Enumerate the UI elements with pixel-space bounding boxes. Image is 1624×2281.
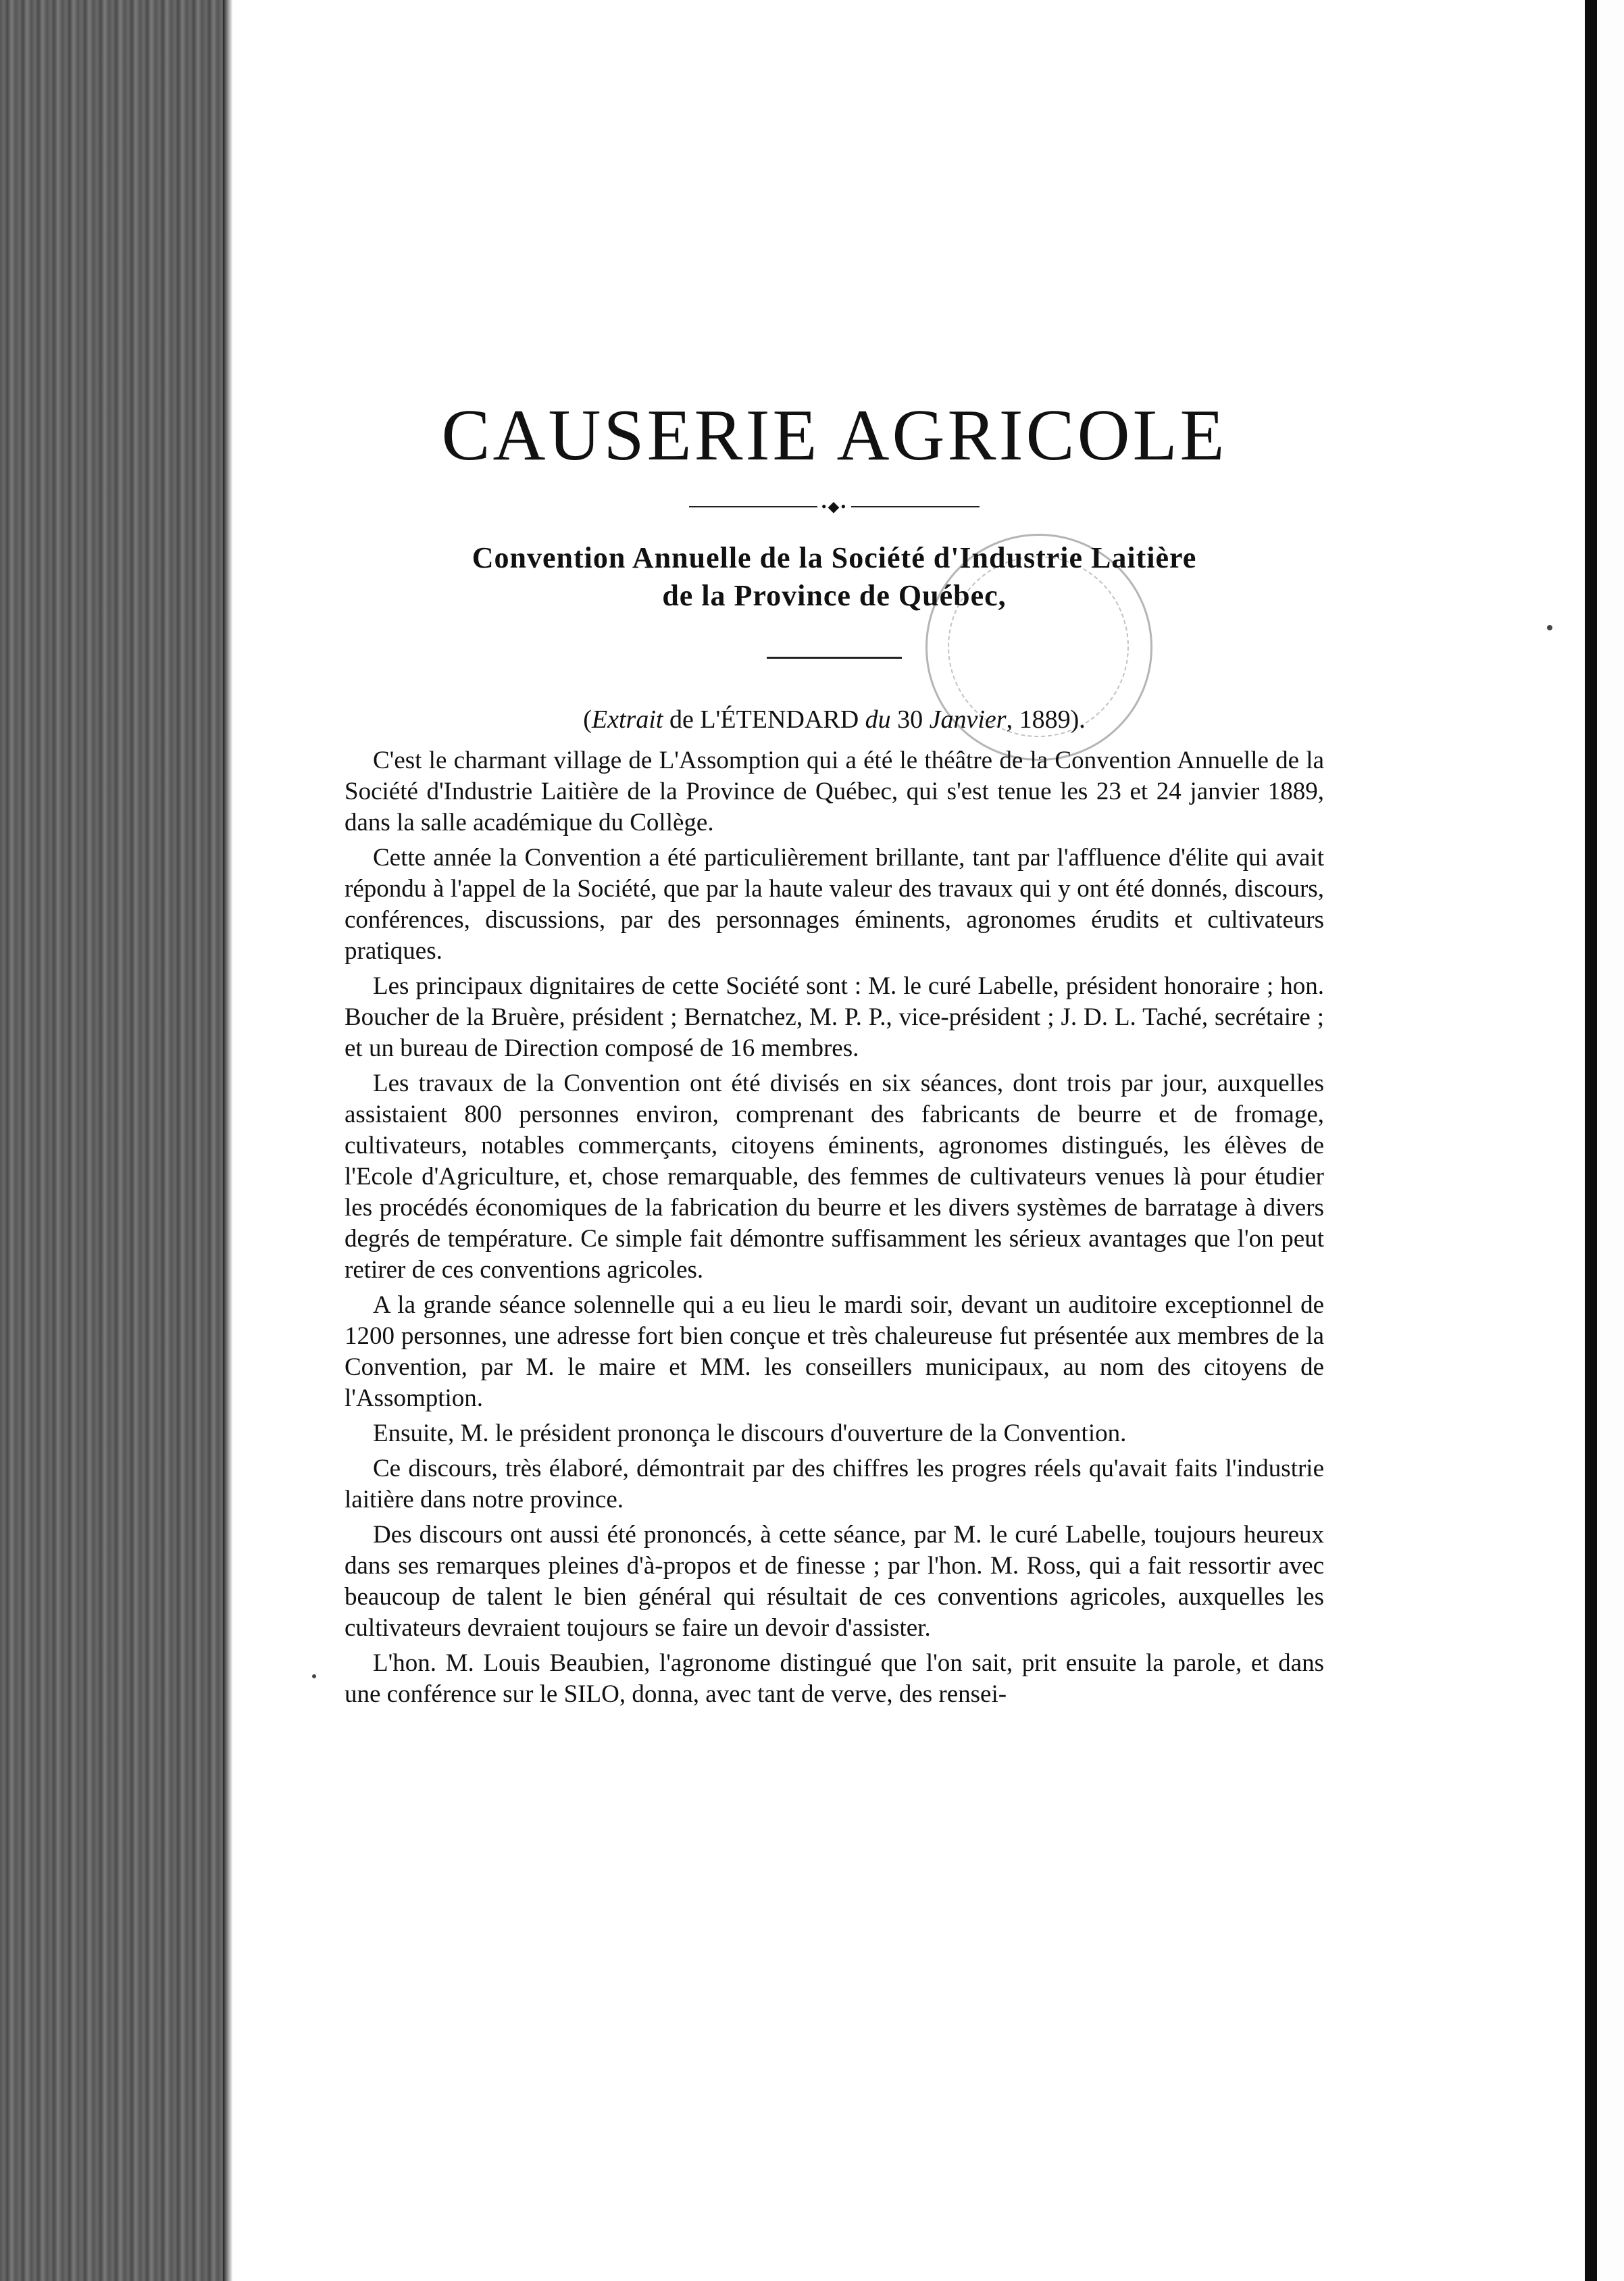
title-ornament (689, 500, 980, 513)
gutter-shadow (223, 0, 232, 2281)
body-paragraph: Des discours ont aussi été prononcés, à cette séance, par M. le curé Labelle, toujours heureux dans ses remarques pleines d'à-propos et de finesse ; par l'hon. M. Ross, qui a fait ressortir avec beaucoup de talent le bien général qui résultait de ces conventions agricoles, auxquelles les cultivateurs devraient toujours se faire un devoir d'assister. (345, 1521, 1324, 1642)
body-paragraph: Les principaux dignitaires de cette Société sont : M. le curé Labelle, président honoraire ; hon. Boucher de la Bruère, président ; Bernatchez, M. P. P., vice-président ; J. D. L. Taché, secrétaire ; et un bureau de Direction composé de 16 membres. (345, 972, 1324, 1062)
citation-month: Janvier (929, 705, 1007, 734)
page-edge-dark (1585, 0, 1597, 2281)
section-divider (767, 657, 902, 659)
body-paragraph: L'hon. M. Louis Beaubien, l'agronome distingué que l'on sait, prit ensuite la parole, et dans une conférence sur le SILO, donna, avec tant de verve, des rensei- (345, 1649, 1324, 1708)
citation-newspaper: L'ÉTENDARD (700, 705, 859, 734)
citation-du: du (859, 705, 898, 734)
document-title: CAUSERIE AGRICOLE (441, 395, 1227, 476)
print-speck (312, 1674, 316, 1678)
page-content (345, 392, 1324, 1714)
citation-extrait: Extrait (591, 705, 663, 734)
page-margin-right (1597, 0, 1624, 2281)
subtitle-line-1: Convention Annuelle de la Société d'Industrie Laitière (472, 541, 1197, 574)
body-paragraph: Les travaux de la Convention ont été divisés en six séances, dont trois par jour, auxquelles assistaient 800 personnes environ, comprenant des fabricants de beurre et de fromage, cultivateurs, notables commerçants, citoyens éminents, agronomes distingués, les élèves de l'Ecole d'Agriculture, et, chose remarquable, des femmes de cultivateurs venues là pour étudier les procédés économiques de la fabrication du beurre et les divers systèmes de barratage à divers degrés de température. Ce simple fait démontre suffisamment les sérieux avantages que l'on peut retirer de ces conventions agricoles. (345, 1070, 1324, 1284)
print-speck (1547, 625, 1552, 630)
body-paragraph: A la grande séance solennelle qui a eu lieu le mardi soir, devant un auditoire exceptionnel de 1200 personnes, une adresse fort bien conçue et très chaleureuse fut présentée aux membres de la Convention, par M. le maire et MM. les conseillers municipaux, au nom des citoyens de l'Assomption. (345, 1291, 1324, 1412)
book-spine (0, 0, 223, 2281)
body-paragraph: Ensuite, M. le président prononça le discours d'ouverture de la Convention. (373, 1420, 1127, 1447)
body-paragraph: Cette année la Convention a été particulièrement brillante, tant par l'affluence d'élite qui avait répondu à l'appel de la Société, que par la haute valeur des travaux qui y ont été donnés, discours, conférences, discussions, par des personnages éminents, agronomes érudits et cultivateurs pratiques. (345, 844, 1324, 965)
citation-open-paren: ( (583, 705, 592, 734)
citation-year: , 1889). (1006, 705, 1086, 734)
subtitle-line-2: de la Province de Québec, (662, 579, 1007, 612)
body-paragraph: C'est le charmant village de L'Assomption qui a été le théâtre de la Convention Annuelle de la Société d'Industrie Laitière de la Province de Québec, qui s'est tenue les 23 et 24 janvier 1889, dans la salle académique du Collège. (345, 747, 1324, 836)
citation-de: de (663, 705, 701, 734)
citation-day: 30 (897, 705, 930, 734)
body-paragraph: Ce discours, très élaboré, démontrait par des chiffres les progres réels qu'avait faits l'industrie laitière dans notre province. (345, 1455, 1324, 1513)
ornament-glyph: •◆• (817, 500, 851, 513)
source-citation (345, 703, 1324, 736)
